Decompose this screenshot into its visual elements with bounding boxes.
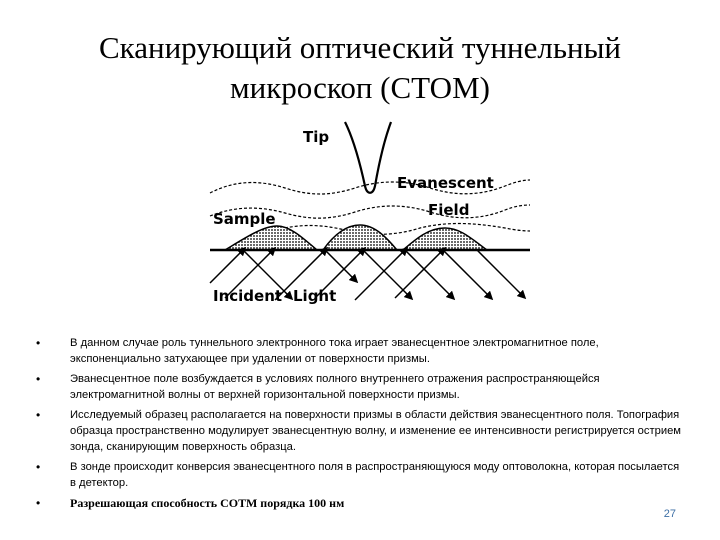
stom-diagram [205,118,535,313]
bullet-dot: • [36,496,41,510]
bullet-item [36,335,686,367]
bullet-text: Эванесцентное поле возбуждается в условиях полного внутреннего отражения распространяющейся электромагнитной волны от верхней горизонтальной поверхности призмы. [70,373,600,401]
sample-bump-1 [225,226,317,250]
bullet-text: В данном случае роль туннельного электронного тока играет эванесцентное электромагнитное поле, экспоненциально затухающее при удалении от поверхности призмы. [70,337,599,365]
title-line-1: Сканирующий оптический туннельный [98,30,622,65]
label-light: Light [293,287,337,305]
label-tip: Tip [303,128,330,146]
label-field: Field [428,201,470,219]
bullet-item [36,407,686,455]
label-evanescent: Evanescent [397,174,494,192]
bullet-item [36,371,686,403]
bullet-dot: • [36,408,41,422]
label-incident: Incident [213,287,283,305]
bullet-dot: • [36,372,41,386]
bullet-dot: • [36,460,41,474]
bullet-item [36,495,686,512]
slide-title [60,28,660,108]
bullet-list [36,335,686,516]
bullet-text: Разрешающая способность СОТМ порядка 100 нм [70,496,345,510]
sample-bump-2 [323,225,397,250]
probe-tip [345,122,391,193]
page-number: 27 [663,508,676,520]
bullet-item [36,459,686,491]
field-wave-bottom [275,224,530,235]
bullet-text: Исследуемый образец располагается на поверхности призмы в области действия эванесцентного поля. Топография образца пространственно модулирует эванесцентную волну, и изменение ее интенсивности регистрируется острием зонда, сканирующим поверхность образца. [70,409,681,453]
bullet-dot: • [36,336,41,350]
sample-bump-3 [403,228,487,250]
title-line-2: микроскоп (СТОМ) [230,70,490,105]
label-sample: Sample [213,210,276,228]
bullet-text: В зонде происходит конверсия эванесцентного поля в распространяющуюся моду оптоволокна, которая посылается в детектор. [70,461,680,489]
